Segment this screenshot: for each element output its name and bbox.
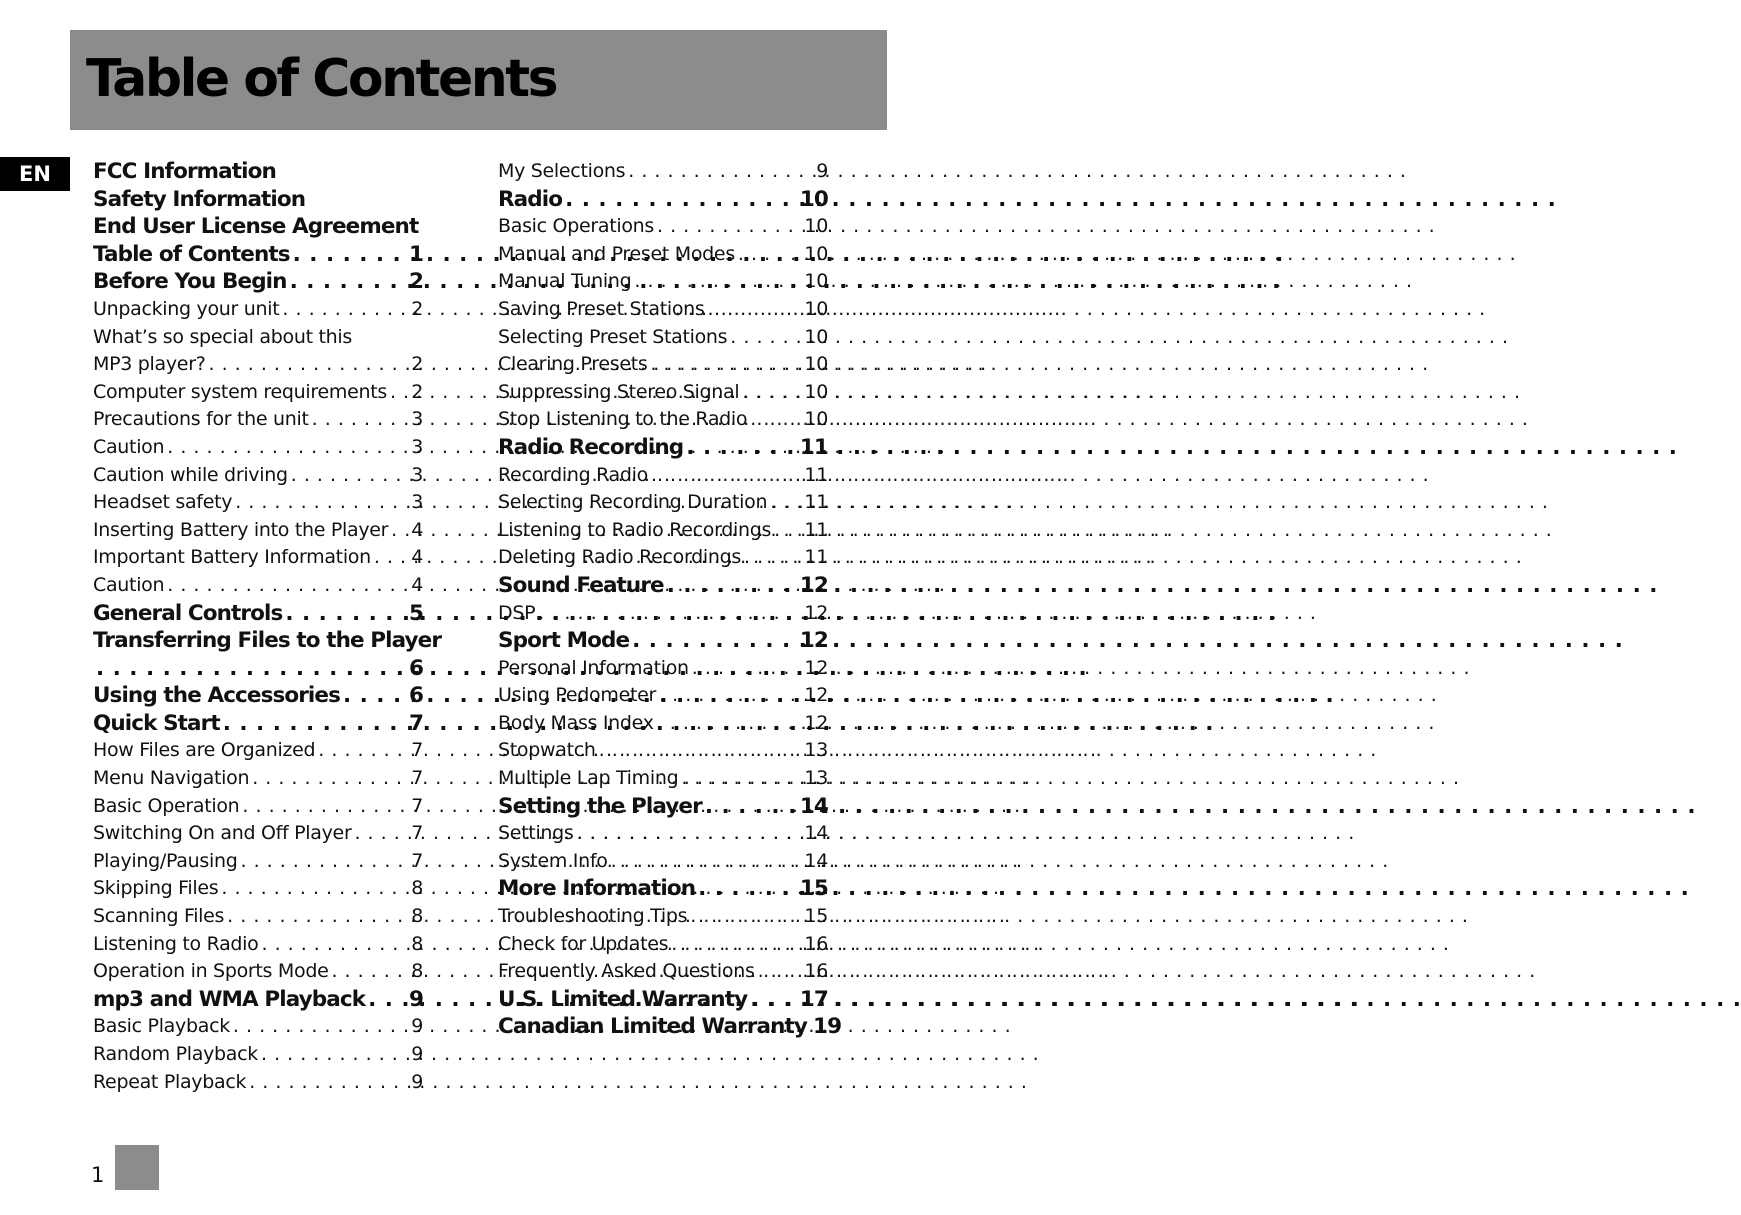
toc-entry-title: Transferring Files to the Player	[93, 628, 442, 654]
dot-leader	[565, 186, 797, 214]
toc-entry-page: 12	[804, 656, 828, 679]
toc-entry-page: 19	[813, 1014, 842, 1040]
toc-entry[interactable]	[93, 986, 423, 1014]
toc-entry-page: 7	[411, 767, 423, 790]
toc-entry-title: Repeat Playback	[93, 1070, 247, 1093]
toc-entry-title: Operation in Sports Mode	[93, 960, 329, 983]
toc-entry-page: 2	[411, 380, 423, 403]
toc-entry[interactable]	[498, 1013, 842, 1041]
toc-entry-page: 11	[804, 491, 828, 514]
toc-entry[interactable]	[93, 158, 423, 186]
toc-entry-page: 8	[411, 960, 423, 983]
toc-entry-title: Saving Preset Stations	[498, 297, 705, 320]
toc-entry-title: Stopwatch	[498, 739, 596, 762]
toc-entry[interactable]	[498, 600, 828, 628]
dot-leader	[681, 765, 801, 793]
toc-entry-title: Basic Operations	[498, 215, 654, 238]
toc-entry[interactable]	[93, 820, 423, 848]
dot-leader	[770, 489, 801, 517]
toc-entry[interactable]	[498, 544, 828, 572]
toc-entry[interactable]	[498, 958, 828, 986]
toc-entry-title: System Info	[498, 849, 608, 872]
toc-entry-page: 7	[411, 794, 423, 817]
toc-entry[interactable]	[93, 241, 423, 269]
dot-leader	[774, 517, 801, 545]
toc-entry[interactable]	[93, 489, 423, 517]
toc-entry-page: 16	[804, 960, 828, 983]
toc-entry-title: Deleting Radio Recordings	[498, 546, 742, 569]
dot-leader	[167, 572, 408, 600]
toc-entry-page: 8	[411, 877, 423, 900]
toc-entry-page: 4	[411, 518, 423, 541]
toc-entry-page: 16	[804, 932, 828, 955]
toc-entry-title: My Selections	[498, 160, 626, 182]
toc-entry[interactable]	[93, 931, 423, 959]
toc-entry[interactable]	[93, 434, 423, 462]
page-title: Table of Contents	[86, 49, 557, 109]
dot-leader	[611, 848, 802, 876]
toc-entry[interactable]	[93, 1041, 423, 1069]
toc-entry[interactable]	[498, 241, 828, 269]
toc-entry[interactable]	[93, 213, 423, 241]
toc-entry[interactable]	[498, 268, 828, 296]
toc-column-left	[93, 158, 442, 1096]
toc-entry-page: 7	[411, 822, 423, 845]
toc-entry-title: Quick Start	[93, 710, 220, 736]
toc-entry-page: 2	[411, 297, 423, 320]
toc-entry-title: Sound Feature	[498, 572, 664, 598]
dot-leader	[667, 572, 797, 600]
toc-entry-page: 3	[411, 463, 423, 486]
toc-entry-title: Listening to Radio	[93, 932, 259, 955]
language-tab: EN	[0, 157, 70, 191]
toc-entry[interactable]	[498, 903, 828, 931]
dot-leader	[261, 931, 408, 959]
toc-entry-title: Skipping Files	[93, 877, 219, 900]
toc-entry-title: Selecting Preset Stations	[498, 325, 728, 348]
toc-entry-title: Computer system requirements	[93, 380, 387, 403]
toc-entry-title: Playing/Pausing	[93, 849, 238, 872]
toc-entry-title: Body Mass Index	[498, 711, 654, 734]
toc-entry[interactable]	[93, 627, 442, 655]
toc-entry[interactable]	[93, 958, 423, 986]
toc-entry-page: 12	[804, 684, 828, 707]
dot-leader	[240, 848, 408, 876]
toc-entry-page: 12	[799, 628, 828, 654]
toc-entry[interactable]	[498, 627, 828, 655]
dot-leader	[628, 158, 813, 186]
dot-leader	[698, 875, 797, 903]
toc-entry-title: Unpacking your unit	[93, 297, 280, 320]
toc-entry[interactable]	[498, 434, 828, 462]
toc-entry-page: 15	[799, 876, 828, 902]
toc-entry[interactable]	[498, 765, 828, 793]
dot-leader	[235, 489, 408, 517]
toc-entry-page: 14	[804, 822, 828, 845]
toc-entry-title: More Information	[498, 876, 696, 902]
toc-entry-page: 13	[804, 739, 828, 762]
dot-leader	[690, 903, 801, 931]
dot-leader	[391, 517, 408, 545]
toc-entry[interactable]	[498, 986, 828, 1014]
toc-entry[interactable]	[498, 462, 828, 490]
dot-leader	[343, 682, 406, 710]
toc-entry-page: 3	[411, 408, 423, 431]
dot-leader	[730, 324, 801, 352]
dot-leader	[167, 434, 408, 462]
toc-entry-page: 17	[799, 986, 828, 1012]
dot-leader	[650, 351, 801, 379]
toc-entry[interactable]	[498, 489, 828, 517]
dot-leader	[291, 462, 408, 490]
toc-entry[interactable]	[498, 379, 828, 407]
toc-entry[interactable]	[498, 324, 828, 352]
toc-entry[interactable]	[93, 710, 423, 738]
toc-entry-page: 2	[408, 269, 423, 295]
toc-entry[interactable]	[93, 737, 423, 765]
toc-entry-page: 9	[408, 986, 423, 1012]
toc-entry-title: Clearing Presets	[498, 353, 648, 376]
toc-entry-page: 6	[408, 655, 423, 681]
toc-entry[interactable]	[498, 737, 828, 765]
dot-leader	[318, 737, 408, 765]
toc-entry-page: 11	[799, 434, 828, 460]
toc-entry-page: 10	[804, 325, 828, 348]
toc-entry-title: Multiple Lap Timing	[498, 767, 679, 790]
toc-entry-title: How Files are Organized	[93, 739, 316, 762]
toc-entry[interactable]	[498, 931, 828, 959]
toc-entry-title: Using the Accessories	[93, 683, 340, 709]
toc-entry[interactable]	[498, 351, 828, 379]
toc-entry[interactable]	[498, 875, 828, 903]
toc-entry-title: Random Playback	[93, 1043, 258, 1065]
toc-entry-title: Check for Updates	[498, 932, 669, 955]
toc-entry-title: mp3 and WMA Playback	[93, 986, 366, 1012]
toc-entry-page: 12	[804, 601, 828, 624]
toc-entry-title: Settings	[498, 822, 574, 845]
toc-entry-title: Suppressing Stereo Signal	[498, 380, 740, 403]
toc-entry-title: Headset safety	[93, 491, 233, 514]
dot-leader	[242, 793, 408, 821]
toc-entry[interactable]	[93, 1069, 423, 1097]
toc-entry-title: General Controls	[93, 600, 283, 626]
toc-entry-page: 10	[804, 380, 828, 403]
toc-entry[interactable]	[498, 710, 828, 738]
toc-entry[interactable]	[93, 324, 423, 352]
toc-entry-title: Switching On and Off Player	[93, 822, 352, 845]
dot-leader	[354, 820, 408, 848]
toc-entry[interactable]	[498, 848, 828, 876]
dot-leader	[293, 241, 406, 269]
toc-entry-title: Scanning Files	[93, 905, 225, 928]
toc-entry[interactable]	[93, 544, 423, 572]
toc-entry[interactable]	[93, 351, 423, 379]
toc-entry-title: Personal Information	[498, 656, 689, 679]
dot-leader	[708, 296, 802, 324]
toc-entry-page: 11	[804, 463, 828, 486]
toc-entry-page: 10	[804, 297, 828, 320]
dot-leader	[686, 434, 797, 462]
toc-entry-page: 5	[408, 600, 423, 626]
toc-entry-title: Manual and Preset Modes	[498, 242, 735, 265]
toc-entry-page: 9	[411, 1015, 423, 1038]
toc-entry[interactable]	[498, 213, 828, 241]
toc-entry-title: Basic Playback	[93, 1015, 230, 1038]
toc-entry[interactable]	[498, 682, 828, 710]
toc-entry-page: 15	[804, 905, 828, 928]
toc-entry-page: 6	[408, 683, 423, 709]
toc-entry-page: 13	[804, 767, 828, 790]
toc-entry-page: 7	[411, 739, 423, 762]
dot-leader	[657, 710, 802, 738]
toc-entry-title: Menu Navigation	[93, 767, 250, 790]
dot-leader	[249, 1069, 408, 1097]
toc-entry-title: Selecting Recording Duration	[498, 491, 768, 514]
page-marker-box	[115, 1145, 159, 1190]
dot-leader	[233, 1013, 408, 1041]
dot-leader	[738, 241, 802, 269]
toc-entry[interactable]	[93, 765, 423, 793]
toc-entry[interactable]	[93, 462, 423, 490]
toc-entry-title: Safety Information	[93, 186, 306, 212]
toc-entry-page: 4	[411, 573, 423, 596]
dot-leader	[390, 379, 408, 407]
toc-entry[interactable]	[93, 875, 423, 903]
toc-entry[interactable]	[498, 572, 828, 600]
dot-leader	[374, 544, 408, 572]
toc-entry-page: 8	[411, 905, 423, 928]
dot-leader	[368, 986, 406, 1014]
toc-entry-title: Manual Tuning	[498, 270, 632, 293]
toc-entry-title: Caution	[93, 435, 165, 458]
toc-entry-title: Stop Listening to the Radio	[498, 408, 748, 431]
toc-column-right	[498, 158, 842, 1041]
toc-entry-page: 9	[816, 160, 828, 182]
toc-entry-page: 10	[804, 242, 828, 265]
dot-leader	[96, 655, 406, 683]
toc-entry-page: 7	[411, 849, 423, 872]
page-number: 1	[91, 1163, 105, 1187]
toc-entry-page: 11	[804, 518, 828, 541]
dot-leader	[634, 268, 801, 296]
toc-entry[interactable]	[93, 517, 423, 545]
toc-entry-page: 12	[799, 572, 828, 598]
dot-leader	[227, 903, 408, 931]
dot-leader	[290, 268, 406, 296]
title-banner	[70, 30, 887, 130]
toc-entry-page: 11	[804, 546, 828, 569]
dot-leader	[223, 710, 406, 738]
toc-entry[interactable]	[498, 406, 828, 434]
toc-entry[interactable]	[498, 296, 828, 324]
dot-leader	[659, 682, 801, 710]
toc-entry-page: 10	[799, 186, 828, 212]
toc-entry[interactable]	[93, 379, 423, 407]
toc-entry[interactable]	[498, 655, 828, 683]
toc-entry[interactable]	[498, 186, 828, 214]
toc-entry-title: Recording Radio	[498, 463, 648, 486]
toc-entry-title: Troubleshooting Tips	[498, 905, 688, 928]
toc-entry-page: 10	[804, 353, 828, 376]
toc-entry-title: Frequently Asked Questions	[498, 960, 755, 983]
dot-leader	[657, 213, 801, 241]
dot-leader	[758, 958, 802, 986]
toc-entry[interactable]	[93, 793, 423, 821]
toc-entry[interactable]	[93, 572, 423, 600]
toc-entry-page: 7	[408, 710, 423, 736]
toc-entry-page: 14	[804, 849, 828, 872]
toc-entry-page: 9	[411, 1070, 423, 1093]
dot-leader	[538, 600, 801, 628]
toc-entry-title: Listening to Radio Recordings	[498, 518, 772, 541]
toc-entry-page: 12	[804, 711, 828, 734]
toc-entry-title: Important Battery Information	[93, 546, 371, 569]
toc-entry-title: Setting the Player	[498, 793, 702, 819]
toc-entry-title: FCC Information	[93, 159, 276, 184]
toc-entry[interactable]	[93, 682, 423, 710]
dot-leader	[651, 462, 801, 490]
dot-leader	[331, 958, 408, 986]
toc-entry[interactable]	[93, 848, 423, 876]
dot-leader	[599, 737, 802, 765]
dot-leader	[285, 600, 406, 628]
toc-entry[interactable]	[93, 1013, 423, 1041]
toc-entry-title: Sport Mode	[498, 628, 630, 654]
toc-entry-title: What’s so special about this	[93, 325, 352, 348]
toc-entry-title: Radio	[498, 186, 563, 212]
toc-entry[interactable]	[93, 296, 423, 324]
toc-entry-page: 10	[804, 408, 828, 431]
dot-leader	[671, 931, 801, 959]
toc-entry[interactable]	[498, 793, 828, 821]
dot-leader	[577, 820, 802, 848]
toc-entry-title: U.S. Limited Warranty	[498, 986, 748, 1012]
toc-entry-page: 10	[804, 270, 828, 293]
toc-entry-page: 10	[804, 215, 828, 238]
dot-leader	[312, 406, 409, 434]
toc-entry-title: Using Pedometer	[498, 684, 657, 707]
toc-entry-page: 8	[411, 932, 423, 955]
dot-leader	[750, 986, 797, 1014]
toc-entry-page: 3	[411, 491, 423, 514]
toc-entry-title: Inserting Battery into the Player	[93, 518, 389, 541]
dot-leader	[209, 351, 409, 379]
toc-entry-page: 9	[411, 1043, 423, 1065]
toc-entry-title: Before You Begin	[93, 269, 287, 295]
dot-leader	[282, 296, 408, 324]
dot-leader	[632, 627, 797, 655]
toc-entry-title: Table of Contents	[93, 241, 290, 267]
dot-leader	[221, 875, 408, 903]
toc-entry-page: 1	[408, 241, 423, 267]
dot-leader	[252, 765, 408, 793]
toc-entry-title: Precautions for the unit	[93, 408, 309, 431]
dot-leader	[744, 544, 801, 572]
toc-entry-title: Radio Recording	[498, 434, 684, 460]
toc-entry-page: 14	[799, 793, 828, 819]
toc-entry-title: DSP	[498, 601, 536, 624]
dot-leader	[692, 655, 802, 683]
toc-entry[interactable]	[93, 406, 423, 434]
toc-entry[interactable]	[93, 903, 423, 931]
toc-entry-title: Canadian Limited Warranty	[498, 1014, 808, 1040]
dot-leader	[705, 793, 797, 821]
dot-leader	[742, 379, 801, 407]
toc-entry[interactable]	[93, 655, 423, 683]
dot-leader	[750, 406, 801, 434]
toc-entry-title: Caution	[93, 573, 165, 596]
toc-entry-page: 4	[411, 546, 423, 569]
toc-entry[interactable]	[93, 600, 423, 628]
toc-entry-page: 2	[411, 353, 423, 376]
toc-entry[interactable]	[93, 268, 423, 296]
toc-entry-title: MP3 player?	[93, 353, 206, 376]
toc-entry-title: Basic Operation	[93, 794, 240, 817]
toc-entry-title: End User License Agreement	[93, 214, 419, 240]
toc-entry[interactable]	[498, 820, 828, 848]
toc-entry[interactable]	[498, 517, 828, 545]
toc-entry-page: 3	[411, 435, 423, 458]
toc-entry[interactable]	[498, 158, 828, 186]
toc-entry[interactable]	[93, 186, 423, 214]
toc-entry-title: Caution while driving	[93, 463, 288, 486]
dot-leader	[261, 1041, 408, 1069]
